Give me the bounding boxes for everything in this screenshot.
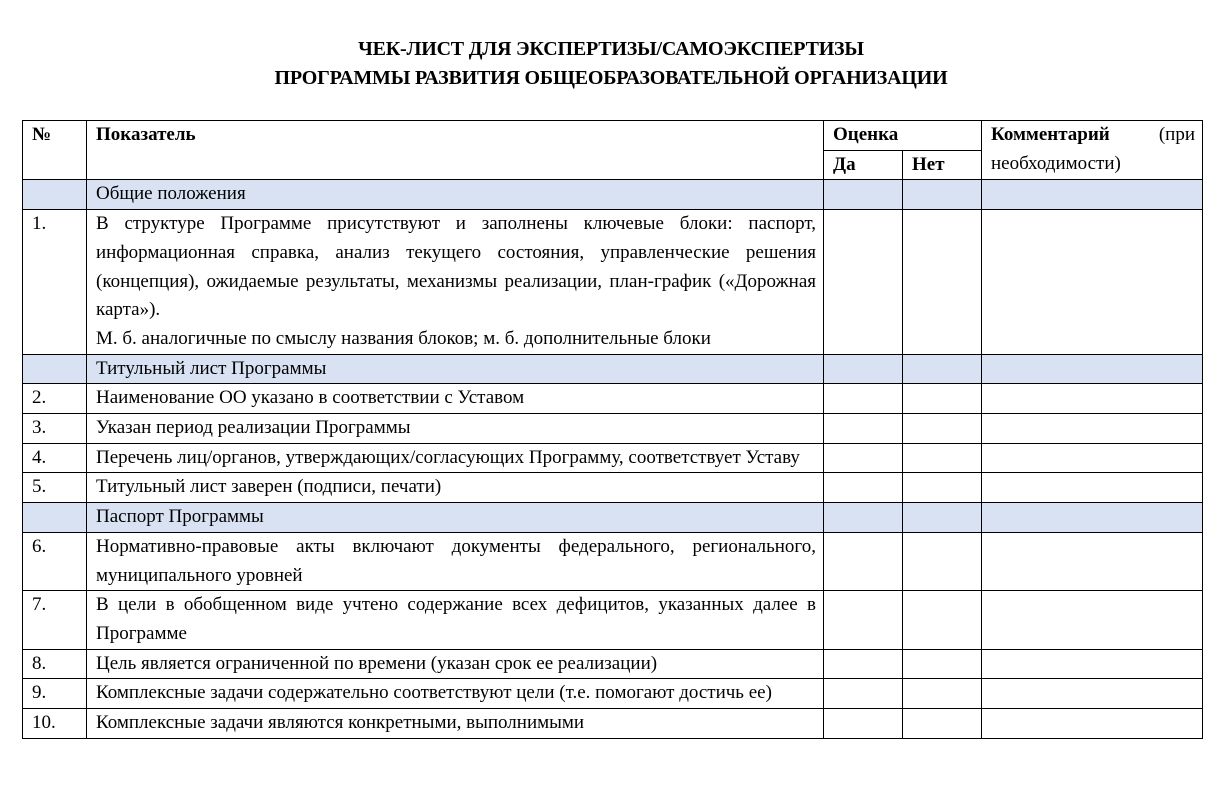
section-num-cell bbox=[23, 503, 87, 533]
header-rating: Оценка bbox=[824, 121, 982, 151]
header-comment bbox=[982, 121, 1203, 180]
header-comment-title: Комментарий bbox=[991, 124, 1110, 145]
comment-cell[interactable] bbox=[982, 384, 1203, 414]
row-indicator bbox=[87, 473, 824, 503]
table-row bbox=[23, 443, 1203, 473]
row-number: 5. bbox=[23, 473, 87, 503]
title-line-1: ЧЕК-ЛИСТ ДЛЯ ЭКСПЕРТИЗЫ/САМОЭКСПЕРТИЗЫ bbox=[358, 38, 864, 60]
rating-no-cell[interactable] bbox=[903, 532, 982, 590]
row-number: 3. bbox=[23, 414, 87, 444]
header-indicator: Показатель bbox=[87, 121, 824, 180]
row-indicator bbox=[87, 649, 824, 679]
header-comment-hint: (при необходимости) bbox=[991, 124, 1195, 174]
comment-cell[interactable] bbox=[982, 532, 1203, 590]
row-number: 1. bbox=[23, 210, 87, 355]
indicator-text: Перечень лиц/органов, утверждающих/согласующих Программу, соответствует Уставу bbox=[96, 446, 800, 468]
row-indicator bbox=[87, 443, 824, 473]
section-comment-cell bbox=[982, 503, 1203, 533]
row-indicator bbox=[87, 532, 824, 590]
row-number: 9. bbox=[23, 679, 87, 709]
rating-no-cell[interactable] bbox=[903, 414, 982, 444]
checklist-table bbox=[22, 120, 1203, 739]
table-row bbox=[23, 679, 1203, 709]
table-row bbox=[23, 532, 1203, 590]
indicator-note: М. б. аналогичные по смыслу названия блоков; м. б. дополнительные блоки bbox=[96, 327, 711, 349]
row-indicator bbox=[87, 210, 824, 355]
row-number: 2. bbox=[23, 384, 87, 414]
section-num-cell bbox=[23, 354, 87, 384]
section-row bbox=[23, 354, 1203, 384]
rating-no-cell[interactable] bbox=[903, 210, 982, 355]
section-title: Титульный лист Программы bbox=[87, 354, 824, 384]
indicator-text: Комплексные задачи являются конкретными, выполнимыми bbox=[96, 712, 585, 734]
row-indicator bbox=[87, 591, 824, 649]
comment-cell[interactable] bbox=[982, 679, 1203, 709]
header-no: Нет bbox=[903, 150, 982, 180]
row-number: 7. bbox=[23, 591, 87, 649]
header-number: № bbox=[23, 121, 87, 180]
table-row bbox=[23, 414, 1203, 444]
comment-cell[interactable] bbox=[982, 709, 1203, 739]
indicator-text: Комплексные задачи содержательно соответствуют цели (т.е. помогают достичь ее) bbox=[96, 682, 772, 704]
row-indicator bbox=[87, 414, 824, 444]
rating-no-cell[interactable] bbox=[903, 384, 982, 414]
indicator-text: Титульный лист заверен (подписи, печати) bbox=[96, 476, 442, 498]
section-row bbox=[23, 180, 1203, 210]
table-row bbox=[23, 384, 1203, 414]
rating-yes-cell[interactable] bbox=[824, 591, 903, 649]
section-no-cell bbox=[903, 503, 982, 533]
indicator-text: Нормативно-правовые акты включают документы федерального, регионального, муниципального уровней bbox=[96, 535, 816, 586]
section-num-cell bbox=[23, 180, 87, 210]
comment-cell[interactable] bbox=[982, 591, 1203, 649]
rating-yes-cell[interactable] bbox=[824, 384, 903, 414]
rating-no-cell[interactable] bbox=[903, 649, 982, 679]
table-header bbox=[23, 121, 1203, 180]
rating-no-cell[interactable] bbox=[903, 473, 982, 503]
indicator-text: В структуре Программе присутствуют и заполнены ключевые блоки: паспорт, информационная справка, анализ текущего состояния, управленческие решения (концепция), ожидаемые результаты, механизмы реализации, план-график («Дорожная карта»). bbox=[96, 213, 816, 321]
row-indicator bbox=[87, 679, 824, 709]
title-line-2: ПРОГРАММЫ РАЗВИТИЯ ОБЩЕОБРАЗОВАТЕЛЬНОЙ ОРГАНИЗАЦИИ bbox=[274, 67, 948, 89]
table-row bbox=[23, 210, 1203, 355]
section-row bbox=[23, 503, 1203, 533]
indicator-text: Указан период реализации Программы bbox=[96, 417, 411, 439]
comment-cell[interactable] bbox=[982, 414, 1203, 444]
row-indicator bbox=[87, 384, 824, 414]
row-number: 8. bbox=[23, 649, 87, 679]
document-title bbox=[0, 35, 1222, 93]
rating-yes-cell[interactable] bbox=[824, 649, 903, 679]
rating-yes-cell[interactable] bbox=[824, 443, 903, 473]
section-comment-cell bbox=[982, 354, 1203, 384]
section-title: Паспорт Программы bbox=[87, 503, 824, 533]
rating-yes-cell[interactable] bbox=[824, 532, 903, 590]
table-row bbox=[23, 709, 1203, 739]
section-no-cell bbox=[903, 354, 982, 384]
rating-yes-cell[interactable] bbox=[824, 414, 903, 444]
indicator-text: Наименование ОО указано в соответствии с Уставом bbox=[96, 387, 525, 409]
rating-no-cell[interactable] bbox=[903, 443, 982, 473]
comment-cell[interactable] bbox=[982, 649, 1203, 679]
section-yes-cell bbox=[824, 354, 903, 384]
comment-cell[interactable] bbox=[982, 210, 1203, 355]
table-row bbox=[23, 591, 1203, 649]
indicator-text: Цель является ограниченной по времени (указан срок ее реализации) bbox=[96, 652, 658, 674]
table-row bbox=[23, 649, 1203, 679]
table-body bbox=[23, 180, 1203, 738]
row-number: 10. bbox=[23, 709, 87, 739]
rating-yes-cell[interactable] bbox=[824, 210, 903, 355]
row-number: 6. bbox=[23, 532, 87, 590]
rating-yes-cell[interactable] bbox=[824, 473, 903, 503]
comment-cell[interactable] bbox=[982, 443, 1203, 473]
row-indicator bbox=[87, 709, 824, 739]
row-number: 4. bbox=[23, 443, 87, 473]
section-no-cell bbox=[903, 180, 982, 210]
rating-no-cell[interactable] bbox=[903, 709, 982, 739]
section-yes-cell bbox=[824, 180, 903, 210]
indicator-text: В цели в обобщенном виде учтено содержание всех дефицитов, указанных далее в Программе bbox=[96, 594, 816, 644]
section-comment-cell bbox=[982, 180, 1203, 210]
comment-cell[interactable] bbox=[982, 473, 1203, 503]
rating-yes-cell[interactable] bbox=[824, 709, 903, 739]
rating-no-cell[interactable] bbox=[903, 591, 982, 649]
table-row bbox=[23, 473, 1203, 503]
section-title: Общие положения bbox=[87, 180, 824, 210]
rating-no-cell[interactable] bbox=[903, 679, 982, 709]
header-yes: Да bbox=[824, 150, 903, 180]
rating-yes-cell[interactable] bbox=[824, 679, 903, 709]
section-yes-cell bbox=[824, 503, 903, 533]
